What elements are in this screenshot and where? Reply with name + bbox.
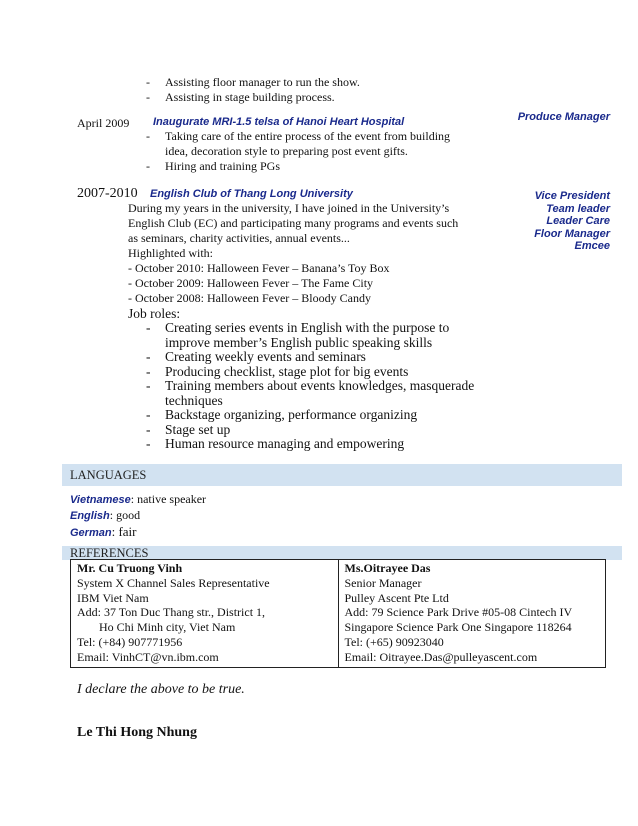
reference-address: Add: 37 Ton Duc Thang str., District 1, <box>77 605 266 620</box>
references-header: REFERENCES <box>62 546 622 560</box>
reference-company: Pulley Ascent Pte Ltd <box>344 590 449 605</box>
language-name: German <box>70 527 112 539</box>
reference-email: Email: Oitrayee.Das@pulleyascent.com <box>344 649 538 664</box>
signature-name: Le Thi Hong Nhung <box>77 725 197 740</box>
entry-2009-date: April 2009 <box>77 116 130 130</box>
reference-right <box>338 560 606 668</box>
entry-club-roles <box>534 190 610 253</box>
role-item: Emcee <box>574 240 610 252</box>
role-item: Floor Manager <box>534 227 610 240</box>
top-bullets <box>146 75 546 105</box>
language-name: Vietnamese <box>70 494 131 506</box>
highlight-label: Highlighted with: <box>128 246 213 260</box>
reference-address: Add: 79 Science Park Drive #05-08 Cintech IV <box>344 605 573 620</box>
reference-company: IBM Viet Nam <box>77 590 149 605</box>
language-item <box>70 508 206 524</box>
list-item: - Backstage organizing, performance organizing <box>146 408 476 423</box>
entry-2009-role: Produce Manager <box>517 111 610 123</box>
reference-tel: Tel: (+84) 907771956 <box>77 634 183 649</box>
language-level: : good <box>109 508 141 522</box>
languages-list <box>70 492 206 541</box>
language-item <box>70 524 206 541</box>
entry-club-date: 2007-2010 <box>77 186 138 201</box>
list-item: - Stage set up <box>146 423 476 438</box>
role-item: Leader Care <box>546 215 610 227</box>
reference-tel: Tel: (+65) 90923040 <box>344 634 444 649</box>
highlight-item: - October 2010: Halloween Fever – Banana’s Toy Box <box>128 261 390 275</box>
list-item: - Assisting floor manager to run the show. <box>146 75 546 90</box>
role-item: Vice President <box>534 190 610 202</box>
reference-left <box>71 560 339 668</box>
list-item: - Creating weekly events and seminars <box>146 350 476 365</box>
language-level: : fair <box>111 524 137 539</box>
list-item: - Creating series events in English with the purpose to improve member’s English public speaking skills <box>146 321 476 350</box>
reference-email: Email: VinhCT@vn.ibm.com <box>77 649 219 664</box>
job-roles-label: Job roles: <box>128 306 181 321</box>
entry-club-title: English Club of Thang Long University <box>150 188 353 200</box>
reference-name: Mr. Cu Truong Vinh <box>77 561 183 575</box>
reference-address-cont: Ho Chi Minh city, Viet Nam <box>99 620 236 635</box>
list-item: - Assisting in stage building process. <box>146 90 546 105</box>
reference-name: Ms.Oitrayee Das <box>344 561 431 575</box>
list-item: - Training members about events knowledges, masquerade techniques <box>146 379 476 408</box>
reference-address-cont: Singapore Science Park One Singapore 118264 <box>344 620 572 635</box>
entry-2009-title: Inaugurate MRI-1.5 telsa of Hanoi Heart Hospital <box>153 116 405 128</box>
reference-title: Senior Manager <box>344 575 422 590</box>
job-roles-list <box>146 321 476 452</box>
language-item <box>70 492 206 508</box>
highlight-item: - October 2008: Halloween Fever – Bloody Candy <box>128 291 371 305</box>
list-item: - Human resource managing and empowering <box>146 437 476 452</box>
entry-2009-bullets <box>146 129 476 174</box>
club-description: During my years in the university, I have joined in the University’s English Club (EC) and participating many programs and events such as seminars, charity activities, annual events... <box>128 201 459 245</box>
role-item: Team leader <box>546 202 610 215</box>
language-name: English <box>70 510 110 522</box>
reference-title: System X Channel Sales Representative <box>77 575 270 590</box>
list-item: - Taking care of the entire process of the event from building idea, decoration style to preparing post event gifts. <box>146 129 476 159</box>
list-item: - Hiring and training PGs <box>146 159 476 174</box>
list-item: - Producing checklist, stage plot for big events <box>146 365 476 380</box>
highlight-item: - October 2009: Halloween Fever – The Fame City <box>128 276 374 290</box>
declaration: I declare the above to be true. <box>77 682 245 697</box>
languages-header: LANGUAGES <box>62 464 622 486</box>
language-level: : native speaker <box>130 492 207 506</box>
references-table <box>70 559 606 668</box>
entry-club-body <box>128 201 468 306</box>
